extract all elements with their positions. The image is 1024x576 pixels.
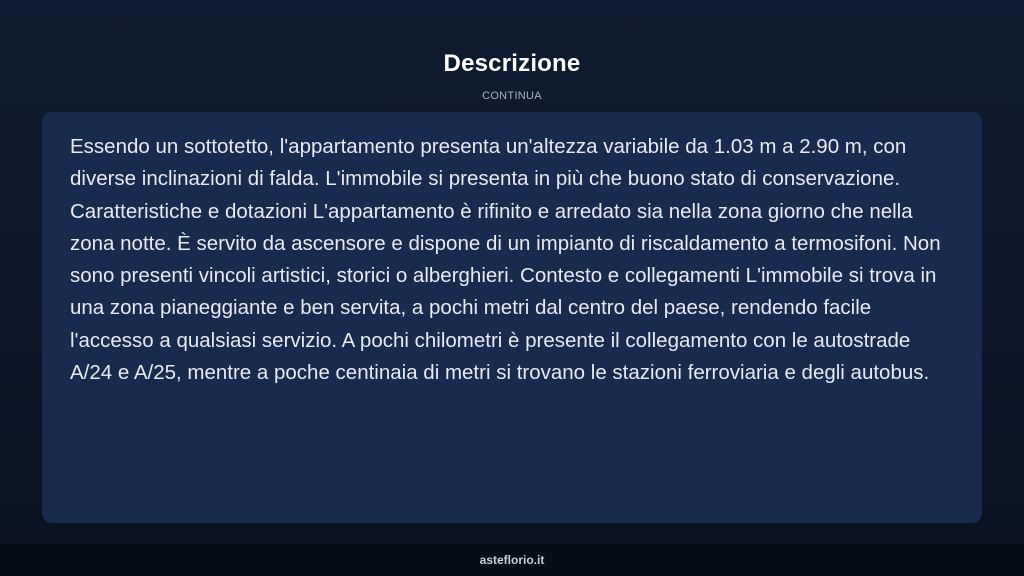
header <box>0 50 1024 103</box>
description-text: Essendo un sottotetto, l'appartamento presenta un'altezza variabile da 1.03 m a 2.90 m, con diverse inclinazioni di falda. L'immobile si presenta in più che buono stato di conservazione. Caratteristiche e dotazioni L'appartamento è rifinito e arredato sia nella zona giorno che nella zona notte. È servito da ascensore e dispone di un impianto di riscaldamento a termosifoni. Non sono presenti vincoli artistici, storici o alberghieri. Contesto e collegamenti L'immobile si trova in una zona pianeggiante e ben servita, a pochi metri dal centro del paese, rendendo facile l'accesso a qualsiasi servizio. A pochi chilometri è presente il collegamento con le autostrade A/24 e A/25, mentre a poche centinaia di metri si trovano le stazioni ferroviaria e degli autobus. <box>70 135 941 385</box>
page-subtitle: CONTINUA <box>482 90 542 102</box>
description-card <box>42 112 982 523</box>
footer-bar <box>0 544 1024 576</box>
page-title: Descrizione <box>443 50 581 77</box>
footer-site-name: asteflorio.it <box>479 553 545 567</box>
